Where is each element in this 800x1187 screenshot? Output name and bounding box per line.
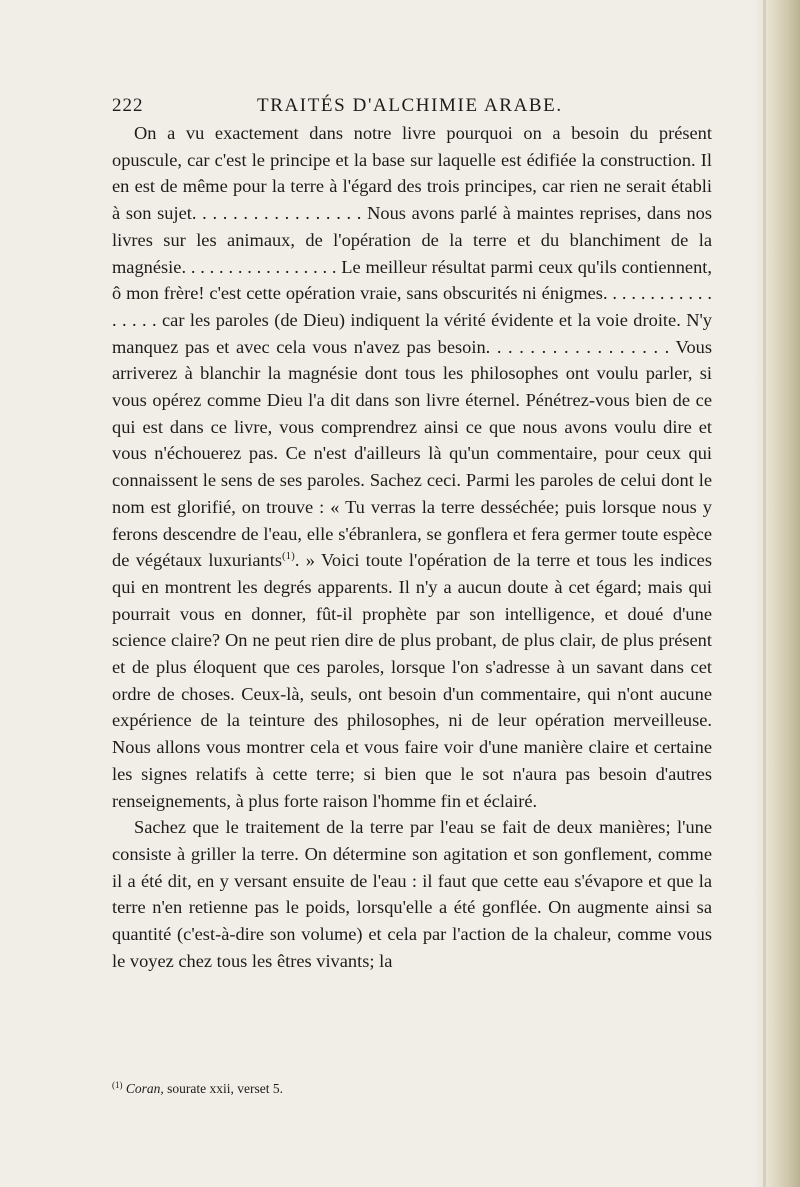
footnote-reference-text: sourate xxii, verset 5. (167, 1081, 283, 1096)
running-title: TRAITÉS D'ALCHIMIE ARABE. (257, 95, 563, 116)
footnote-reference: (1) (281, 550, 295, 563)
page-number: 222 (112, 95, 144, 116)
paragraph-1-text-a: On a vu exactement dans notre livre pourquoi on a besoin du présent opuscule, car c'est le principe et la base sur laquelle est édifiée la construction. Il en est de même pour la terre à l'égard des trois principes, car rien ne serait établi à son sujet. . . . . . . . . . . . . . . . . Nous avons parlé à maintes reprises, dans nos livres sur les animaux, de l'opération de la terre et du blanchiment de la magnésie. . . . . . . . . . . . . . . . . Le meilleur résultat parmi ceux qu'ils contiennent, ô mon frère! c'est cette opération vraie, sans obscurités ni énigmes. . . . . . . . . . . . . . . . . car les paroles (de Dieu) indiquent la vérité évidente et la voie droite. N'y manquez pas et avec cela vous n'avez pas besoin. . . . . . . . . . . . . . . . . Vous arriverez à blanchir la magnésie dont tous les philosophes ont voulu parler, si vous opérez comme Dieu l'a dit dans son livre éternel. Pénétrez-vous bien de ce qui est dans ce livre, vous comprendrez ainsi ce que nous avons voulu dire et vous n'échouerez pas. Ce n'est d'ailleurs là qu'un commentaire, pour ceux qui connaissent le sens de ses paroles. Sachez ceci. Parmi les paroles de celui dont le nom est glorifié, on trouve : « Tu verras la terre desséchée; puis lorsque nous y ferons descendre de l'eau, elle s'ébranlera, se gonflera et fera germer toute espèce de végétaux luxuriants (112, 123, 712, 571)
footnote (112, 1080, 712, 1098)
paragraph-1 (112, 120, 712, 814)
body-text (112, 120, 712, 975)
page-edge-line (763, 0, 766, 1187)
footnote-work-title: Coran, (125, 1081, 164, 1096)
paragraph-2: Sachez que le traitement de la terre par l'eau se fait de deux manières; l'une consiste à griller la terre. On détermine son agitation et son gonflement, comme il a été dit, en y versant ensuite de l'eau : il faut que cette eau s'évapore et que la terre n'en retienne pas le poids, lorsqu'elle a été gonflée. On augmente ainsi sa quantité (c'est-à-dire son volume) et cela par l'action de la chaleur, comme vous le voyez chez tous les êtres vivants; la (112, 817, 712, 971)
footnote-mark: (1) (112, 1080, 123, 1090)
page-edge-shading (754, 0, 800, 1187)
paragraph-1-text-b: . » Voici toute l'opération de la terre et tous les indices qui en montrent les degrés apparents. Il n'y a aucun doute à cet égard; mais qui pourrait vous en donner, fût-il prophète par son intelligence, et doué d'une science claire? On ne peut rien dire de plus probant, de plus clair, de plus présent et de plus éloquent que ces paroles, lorsque l'on s'adresse à un savant dans cet ordre de choses. Ceux-là, seuls, ont besoin d'un commentaire, qui n'ont aucune expérience de la teinture des philosophes, ni de leur opération merveilleuse. Nous allons vous montrer cela et vous faire voir d'une manière claire et certaine les signes relatifs à cette terre; si bien que le sot n'aura pas besoin d'autres renseignements, à plus forte raison l'homme fin et éclairé. (112, 550, 712, 811)
